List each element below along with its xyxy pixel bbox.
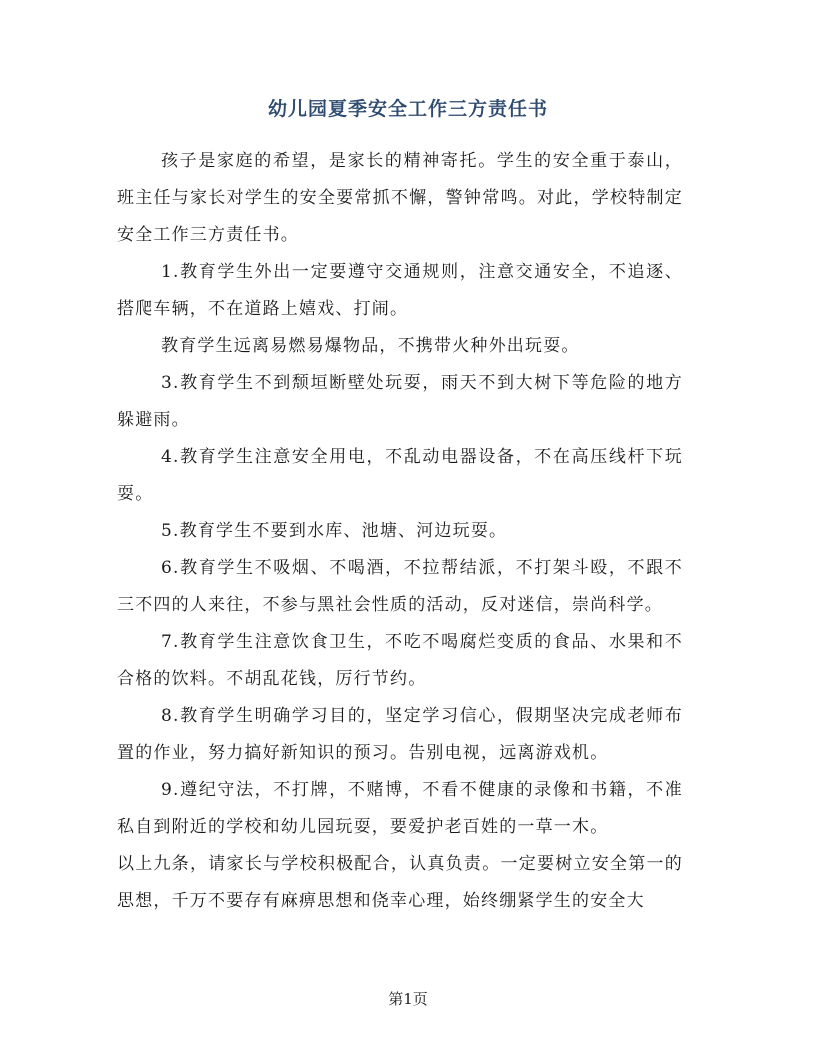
paragraph-item-9: 9.遵纪守法，不打牌，不赌博，不看不健康的录像和书籍，不准私自到附近的学校和幼儿园玩耍，要爱护老百姓的一草一木。 bbox=[117, 780, 683, 837]
paragraph-conclusion: 以上九条，请家长与学校积极配合，认真负责。一定要树立安全第一的思想，千万不要存有麻痹思想和侥幸心理，始终绷紧学生的安全大 bbox=[117, 854, 683, 911]
paragraph-item-1: 1.教育学生外出一定要遵守交通规则，注意交通安全，不追逐、搭爬车辆，不在道路上嬉戏、打闹。 bbox=[117, 262, 683, 319]
paragraph-item-4: 4.教育学生注意安全用电，不乱动电器设备，不在高压线杆下玩耍。 bbox=[117, 447, 683, 504]
paragraph-item-8: 8.教育学生明确学习目的，坚定学习信心，假期坚决完成老师布置的作业，努力搞好新知识的预习。告别电视，远离游戏机。 bbox=[117, 706, 683, 763]
page-number: 第1页 bbox=[388, 990, 428, 1008]
paragraph-item-7: 7.教育学生注意饮食卫生，不吃不喝腐烂变质的食品、水果和不合格的饮料。不胡乱花钱，厉行节约。 bbox=[117, 632, 683, 689]
paragraph-item-6: 6.教育学生不吸烟、不喝酒，不拉帮结派，不打架斗殴，不跟不三不四的人来往，不参与黑社会性质的活动，反对迷信，崇尚科学。 bbox=[117, 558, 683, 615]
paragraph-intro: 孩子是家庭的希望，是家长的精神寄托。学生的安全重于泰山，班主任与家长对学生的安全要常抓不懈，警钟常鸣。对此，学校特制定安全工作三方责任书。 bbox=[117, 151, 683, 245]
paragraph-item-5: 5.教育学生不要到水库、池塘、河边玩耍。 bbox=[161, 521, 508, 541]
document-title: 幼儿园夏季安全工作三方责任书 bbox=[267, 98, 548, 120]
document-body bbox=[117, 143, 683, 920]
paragraph-item-3: 3.教育学生不到颓垣断壁处玩耍，雨天不到大树下等危险的地方躲避雨。 bbox=[117, 373, 683, 430]
paragraph-item-2: 教育学生远离易燃易爆物品，不携带火种外出玩耍。 bbox=[161, 336, 580, 356]
